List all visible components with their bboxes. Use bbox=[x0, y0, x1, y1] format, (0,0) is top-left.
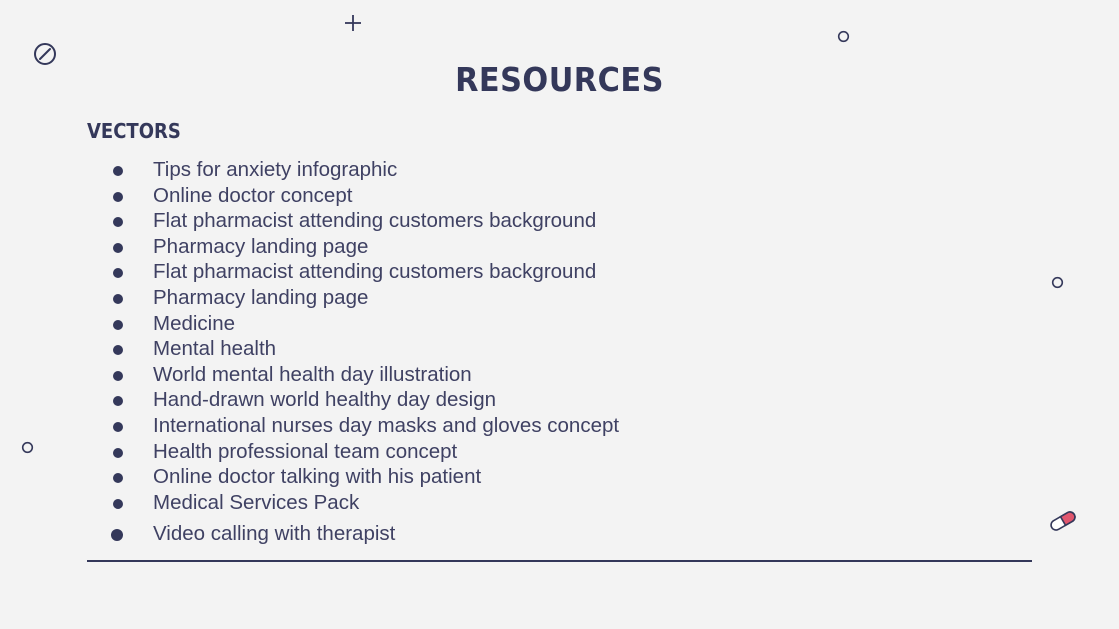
bullet-icon bbox=[113, 268, 123, 278]
list-item-text: International nurses day masks and gloves concept bbox=[153, 413, 620, 437]
list-item-text: Medical Services Pack bbox=[153, 490, 360, 514]
bullet-icon bbox=[113, 473, 123, 483]
list-item-text: Health professional team concept bbox=[153, 439, 458, 463]
list-item-text: Mental health bbox=[153, 337, 277, 361]
bullet-icon bbox=[113, 499, 123, 509]
bullet-icon bbox=[113, 192, 123, 202]
section-heading: VECTORS bbox=[87, 119, 181, 143]
divider-line bbox=[87, 560, 1032, 562]
bullet-icon bbox=[113, 166, 123, 176]
list-item-text: Video calling with therapist bbox=[153, 522, 396, 546]
list-item-text: Tips for anxiety infographic bbox=[153, 158, 398, 181]
plus-icon bbox=[344, 14, 362, 32]
bullet-icon bbox=[113, 345, 123, 355]
bullet-icon bbox=[113, 243, 123, 253]
bullet-icon bbox=[113, 371, 123, 381]
list-item-text: Medicine bbox=[153, 311, 236, 335]
bullet-icon bbox=[113, 448, 123, 458]
bullet-icon bbox=[113, 294, 123, 304]
list-item-text: Online doctor talking with his patient bbox=[153, 465, 482, 489]
list-item-text: World mental health day illustration bbox=[153, 362, 472, 386]
list-item-text: Pharmacy landing page bbox=[153, 285, 369, 309]
bullet-icon bbox=[113, 422, 123, 432]
list-item-text: Online doctor concept bbox=[153, 183, 353, 207]
bullet-icon bbox=[113, 320, 123, 330]
ring-icon bbox=[837, 30, 850, 43]
slide-title: RESOURCES bbox=[455, 60, 664, 99]
list-item-text: Flat pharmacist attending customers background bbox=[153, 260, 597, 284]
ring-icon bbox=[21, 441, 34, 454]
bullet-icon bbox=[113, 396, 123, 406]
list-item-text: Flat pharmacist attending customers background bbox=[153, 209, 597, 233]
bullet-icon bbox=[111, 529, 123, 541]
pill-capsule-icon bbox=[1047, 509, 1079, 533]
list-item-text: Pharmacy landing page bbox=[153, 234, 369, 258]
bullet-icon bbox=[113, 217, 123, 227]
list-item-text: Hand-drawn world healthy day design bbox=[153, 388, 497, 412]
ring-icon bbox=[1051, 276, 1064, 289]
